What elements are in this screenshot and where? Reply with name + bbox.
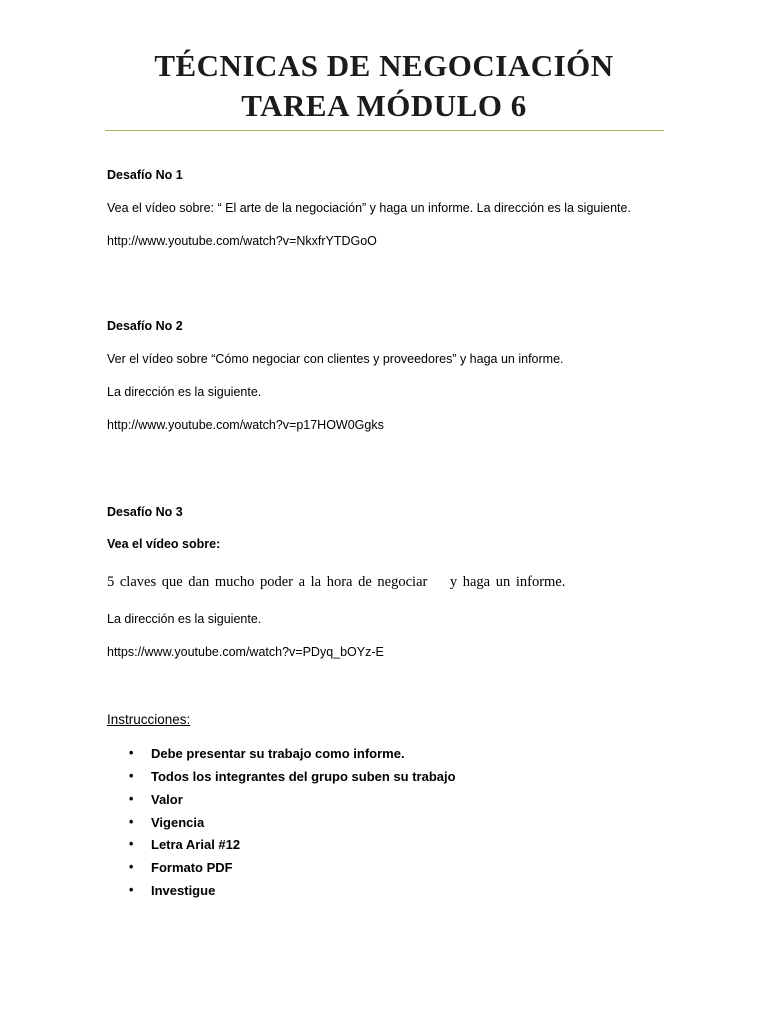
challenge-2-heading: Desafío No 2 bbox=[107, 319, 183, 333]
instruction-item: Vigencia bbox=[151, 815, 205, 830]
challenge-3-url[interactable]: https://www.youtube.com/watch?v=PDyq_bOYz-E bbox=[107, 645, 384, 659]
bullet: • bbox=[129, 769, 134, 783]
bullet: • bbox=[129, 837, 134, 851]
challenge-1-heading: Desafío No 1 bbox=[107, 168, 183, 182]
challenge-1-url[interactable]: http://www.youtube.com/watch?v=NkxfrYTDGoO bbox=[107, 234, 377, 248]
instruction-item: Letra Arial #12 bbox=[151, 837, 241, 852]
bullet: • bbox=[129, 815, 134, 829]
title-line-2: TAREA MÓDULO 6 bbox=[241, 88, 527, 123]
instruction-item: Todos los integrantes del grupo suben su trabajo bbox=[151, 769, 456, 784]
instructions-heading: Instrucciones: bbox=[107, 712, 191, 727]
challenge-3-topic: 5 claves que dan mucho poder a la hora de negociar y haga un informe. bbox=[107, 574, 566, 590]
challenge-2-text: Ver el vídeo sobre “Cómo negociar con clientes y proveedores” y haga un informe. bbox=[107, 352, 564, 366]
bullet: • bbox=[129, 746, 134, 760]
instruction-item: Formato PDF bbox=[151, 860, 233, 875]
challenge-3-intro: Vea el vídeo sobre: bbox=[107, 537, 221, 551]
instruction-item: Debe presentar su trabajo como informe. bbox=[151, 746, 405, 761]
challenge-3-address-label: La dirección es la siguiente. bbox=[107, 612, 262, 626]
bullet: • bbox=[129, 860, 134, 874]
bullet: • bbox=[129, 792, 134, 806]
instruction-item: Valor bbox=[151, 792, 183, 807]
instruction-item: Investigue bbox=[151, 883, 216, 898]
title-divider bbox=[105, 130, 664, 131]
challenge-3-heading: Desafío No 3 bbox=[107, 505, 183, 519]
bullet: • bbox=[129, 883, 134, 897]
challenge-2-address-label: La dirección es la siguiente. bbox=[107, 385, 262, 399]
challenge-1-text: Vea el vídeo sobre: “ El arte de la negociación” y haga un informe. La dirección es la siguiente. bbox=[107, 201, 631, 215]
challenge-2-url[interactable]: http://www.youtube.com/watch?v=p17HOW0Ggks bbox=[107, 418, 384, 432]
title-line-1: TÉCNICAS DE NEGOCIACIÓN bbox=[154, 48, 614, 83]
